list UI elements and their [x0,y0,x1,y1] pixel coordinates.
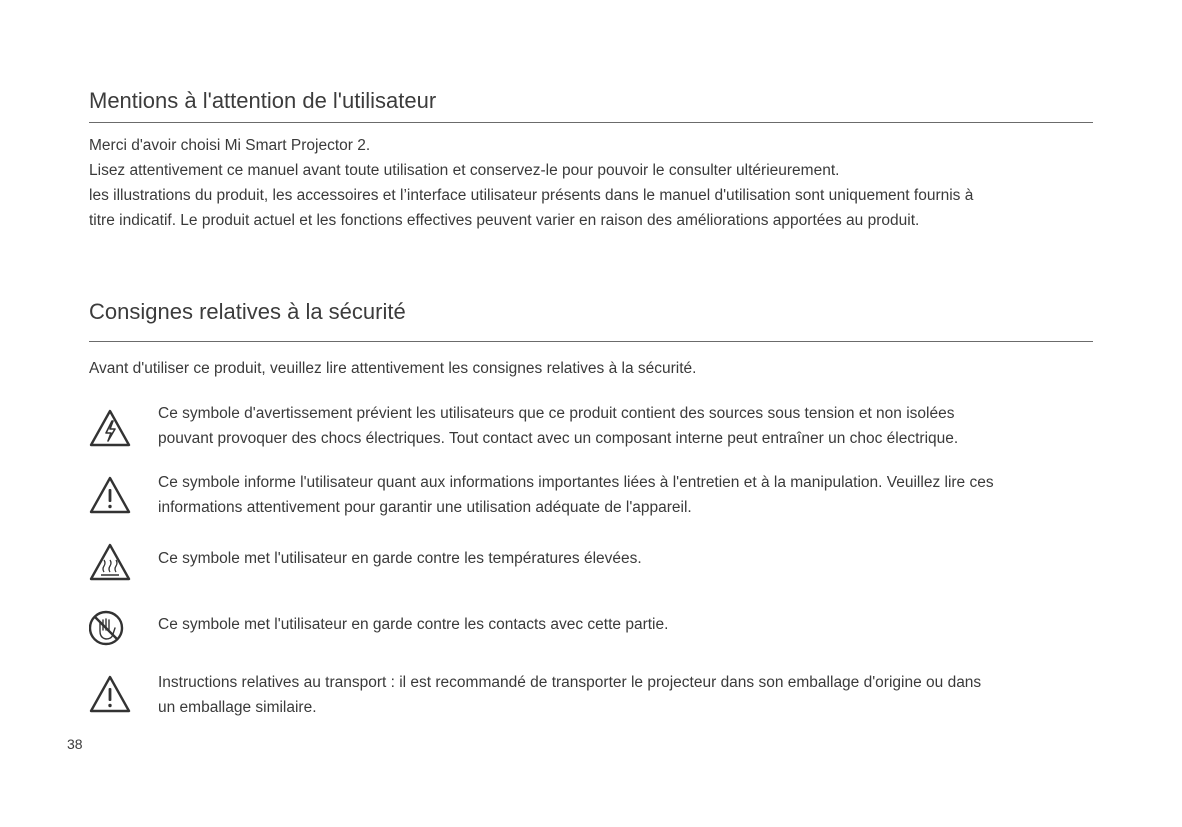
safety-symbol-text [158,670,1093,720]
safety-symbol-text [158,546,1093,571]
hot-surface-warning-icon [89,543,131,581]
safety-symbol-line: Ce symbole d'avertissement prévient les utilisateurs que ce produit contient des sources sous tension et non isolées [158,405,955,422]
safety-symbol-line: Ce symbole met l'utilisateur en garde contre les températures élevées. [158,550,642,567]
safety-symbol-line: Instructions relatives au transport : il est recommandé de transporter le projecteur dans son emballage d'origine ou dans [158,674,982,691]
section-divider [89,341,1093,342]
safety-symbol-line: Ce symbole met l'utilisateur en garde contre les contacts avec cette partie. [158,616,669,633]
page-number: 38 [67,736,83,752]
safety-intro-text: Avant d'utiliser ce produit, veuillez lire attentivement les consignes relatives à la sécurité. [89,360,697,377]
safety-symbol-line: Ce symbole informe l'utilisateur quant aux informations importantes liées à l'entretien et à la manipulation. Veuillez lire ces [158,474,994,491]
section-divider [89,122,1093,123]
safety-symbol-line: un emballage similaire. [158,699,317,716]
user-notice-line: Merci d'avoir choisi Mi Smart Projector 2. [89,137,371,154]
user-notice-line: les illustrations du produit, les accessoires et l’interface utilisateur présents dans le manuel d'utilisation sont uniquement fournis à [89,187,974,204]
safety-symbol-line: pouvant provoquer des chocs électriques. Tout contact avec un composant interne peut entraîner un choc électrique. [158,430,959,447]
section-title-user-notice: Mentions à l'attention de l'utilisateur [89,88,437,113]
safety-symbol-text [158,470,1093,520]
user-notice-text [89,133,1093,233]
electric-shock-warning-icon [89,409,131,447]
transport-warning-icon [89,675,131,713]
section-title-safety: Consignes relatives à la sécurité [89,299,406,324]
user-notice-line: Lisez attentivement ce manuel avant toute utilisation et conservez-le pour pouvoir le consulter ultérieurement. [89,162,840,179]
safety-symbol-text [158,401,1093,451]
caution-warning-icon [89,476,131,514]
user-notice-line: titre indicatif. Le produit actuel et les fonctions effectives peuvent varier en raison des améliorations apportées au produit. [89,212,920,229]
no-touch-icon [89,610,125,646]
safety-symbol-text [158,612,1093,637]
safety-symbol-line: informations attentivement pour garantir une utilisation adéquate de l'appareil. [158,499,692,516]
